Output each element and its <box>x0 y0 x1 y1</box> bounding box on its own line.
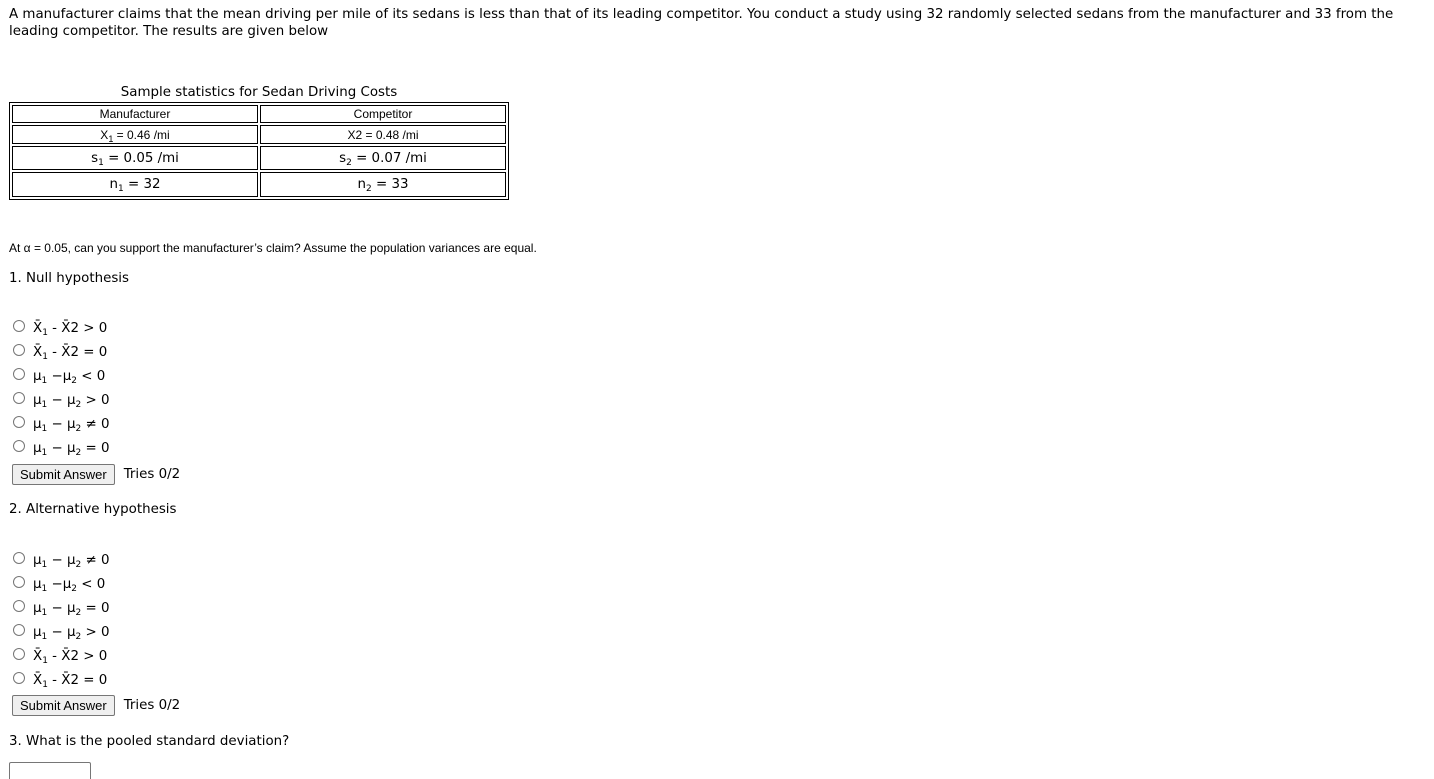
q3-label: 3. What is the pooled standard deviation? <box>9 734 290 749</box>
sd-competitor: $s_2 = 0.07$ /mi <box>260 146 506 170</box>
q2-option[interactable]: $\mu_1 - \mu_2 > 0$ <box>13 620 110 644</box>
q1-options <box>13 316 110 460</box>
sample-statistics-table <box>9 102 509 200</box>
q2-options <box>13 548 110 692</box>
q2-option[interactable]: $X̄_1$ - X̄2 = 0 <box>13 668 110 692</box>
n-competitor: $n_2 = 33$ <box>260 172 506 197</box>
radio-button[interactable] <box>13 416 25 428</box>
q2-option[interactable]: $\mu_1 - \mu_2 = 0$ <box>13 596 110 620</box>
q1-option[interactable]: $\mu_1 - \mu_2 \ne 0$ <box>13 412 110 436</box>
q2-option[interactable]: $\mu_1 -\mu_2 < 0$ <box>13 572 110 596</box>
problem-intro: A manufacturer claims that the mean driving per mile of its sedans is less than that of its leading competitor. You conduct a study using 32 randomly selected sedans from the manufacturer and 33 from the leading competitor. The results are given below <box>9 7 1394 39</box>
radio-button[interactable] <box>13 368 25 380</box>
pooled-sd-input[interactable] <box>9 762 91 779</box>
sd-manufacturer: $s_1 = 0.05$ /mi <box>12 146 258 170</box>
q1-option[interactable]: $\mu_1 -\mu_2 < 0$ <box>13 364 110 388</box>
n-manufacturer: $n_1 = 32$ <box>12 172 258 197</box>
q2-label: 2. Alternative hypothesis <box>9 502 177 517</box>
q1-submit-button[interactable]: Submit Answer <box>12 464 115 485</box>
q2-option[interactable]: $\mu_1 - \mu_2 \ne 0$ <box>13 548 110 572</box>
q1-tries: Tries 0/2 <box>123 467 181 482</box>
radio-button[interactable] <box>13 672 25 684</box>
q2-option[interactable]: $X̄_1$ - X̄2 > 0 <box>13 644 110 668</box>
radio-button[interactable] <box>13 440 25 452</box>
mean-competitor: X2 = 0.48 /mi <box>260 125 506 144</box>
radio-button[interactable] <box>13 624 25 636</box>
q1-option[interactable]: $X̄_1$ - X̄2 = 0 <box>13 340 110 364</box>
radio-button[interactable] <box>13 320 25 332</box>
q1-option[interactable]: $\mu_1 - \mu_2 = 0$ <box>13 436 110 460</box>
radio-button[interactable] <box>13 648 25 660</box>
q2-submit-button[interactable]: Submit Answer <box>12 695 115 716</box>
q2-submit-row <box>12 695 180 716</box>
radio-button[interactable] <box>13 600 25 612</box>
q1-option[interactable]: $X̄_1$ - X̄2 > 0 <box>13 316 110 340</box>
q1-label: 1. Null hypothesis <box>9 271 129 286</box>
mean-manufacturer: $X_1 = 0.46$ /mi <box>12 125 258 144</box>
q1-submit-row <box>12 464 180 485</box>
header-competitor: Competitor <box>260 105 506 123</box>
radio-button[interactable] <box>13 392 25 404</box>
table-caption: Sample statistics for Sedan Driving Costs <box>120 85 398 100</box>
radio-button[interactable] <box>13 344 25 356</box>
q2-tries: Tries 0/2 <box>123 698 181 713</box>
question-text: At α = 0.05, can you support the manufacturer’s claim? Assume the population variances are equal. <box>9 241 537 255</box>
radio-button[interactable] <box>13 576 25 588</box>
header-manufacturer: Manufacturer <box>12 105 258 123</box>
q1-option[interactable]: $\mu_1 - \mu_2 > 0$ <box>13 388 110 412</box>
radio-button[interactable] <box>13 552 25 564</box>
